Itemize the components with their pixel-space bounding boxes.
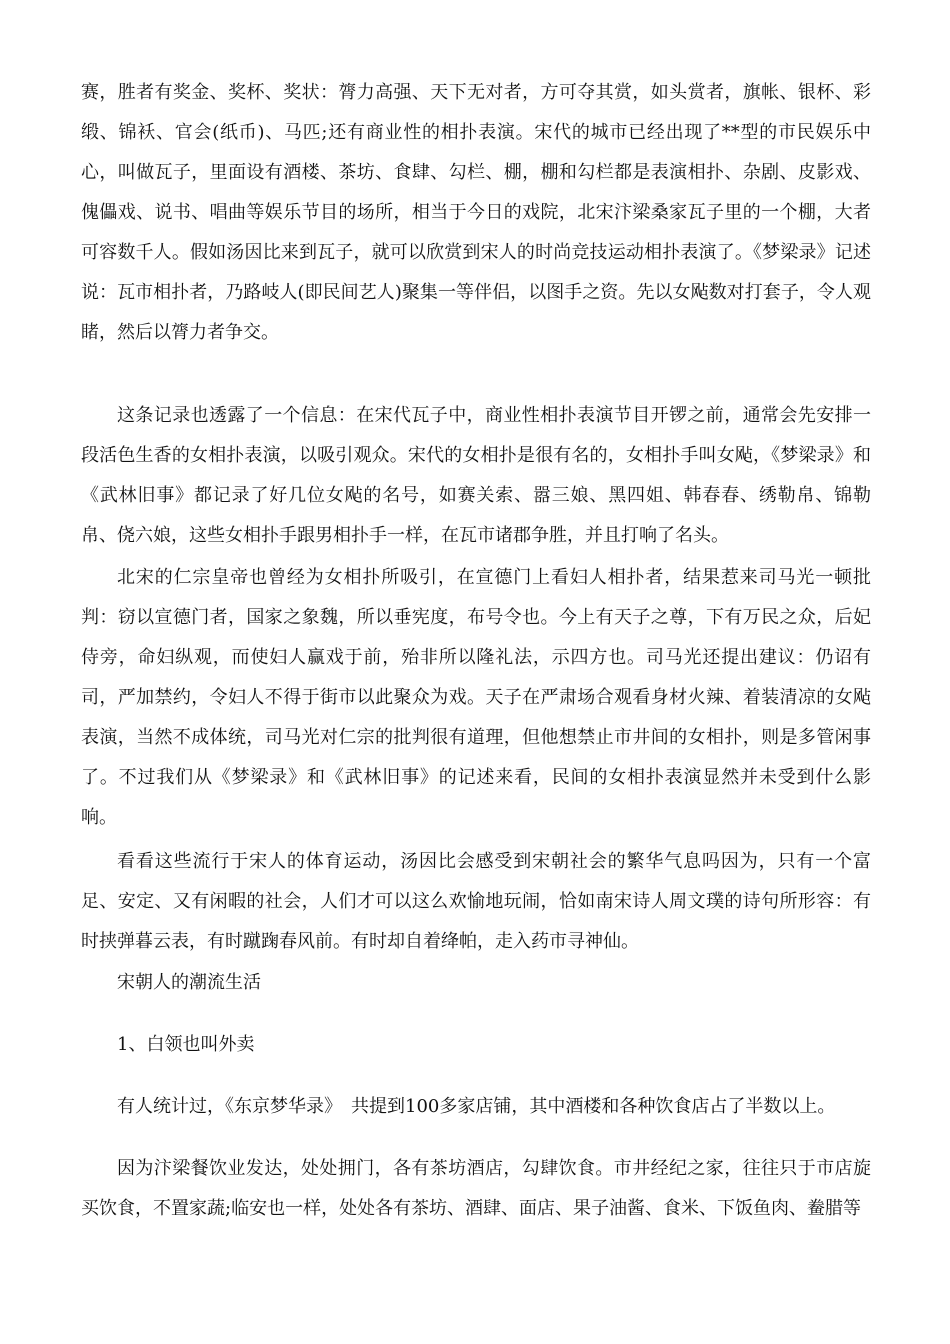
section-title: 宋朝人的潮流生活 [117, 972, 261, 993]
paragraph-6: 因为汴梁餐饮业发达，处处拥门，各有茶坊酒店，勾肆饮食。市井经纪之家，往往只于市店旋买饮食，不置家蔬;临安也一样，处处各有茶坊、酒肆、面店、果子油酱、食米、下饭鱼肉、鲞腊等 [81, 1158, 871, 1219]
paragraph-4: 看看这些流行于宋人的体育运动，汤因比会感受到宋朝社会的繁华气息吗因为，只有一个富足、安定、又有闲暇的社会，人们才可以这么欢愉地玩闹，恰如南宋诗人周文璞的诗句所形容：有时挟弹暮云表，有时蹴踘春风前。有时却自着绛帕，走入药市寻神仙。 [81, 851, 871, 952]
paragraph-1: 赛，胜者有奖金、奖杯、奖状：膂力高强、天下无对者，方可夺其赏，如头赏者，旗帐、银杯、彩缎、锦袄、官会(纸币)、马匹;还有商业性的相扑表演。宋代的城市已经出现了**型的市民娱乐中心，叫做瓦子，里面设有酒楼、茶坊、食肆、勾栏、棚，棚和勾栏都是表演相扑、杂剧、皮影戏、傀儡戏、说书、唱曲等娱乐节目的场所，相当于今日的戏院，北宋汴梁桑家瓦子里的一个棚，大者可容数千人。假如汤因比来到瓦子，就可以欣赏到宋人的时尚竞技运动相扑表演了。《梦梁录》记述说：瓦市相扑者，乃路岐人(即民间艺人)聚集一等伴侣，以图手之资。先以女飐数对打套子，令人观睹，然后以膂力者争交。 [81, 82, 871, 343]
list-item-1: 1、白领也叫外卖 [117, 1034, 255, 1055]
paragraph-3: 北宋的仁宗皇帝也曾经为女相扑所吸引，在宣德门上看妇人相扑者，结果惹来司马光一顿批判：窃以宣德门者，国家之象魏，所以垂宪度，布号令也。今上有天子之尊，下有万民之众，后妃侍旁，命妇纵观，而使妇人赢戏于前，殆非所以隆礼法，示四方也。司马光还提出建议：仍诏有司，严加禁约，令妇人不得于街市以此聚众为戏。天子在严肃场合观看身材火辣、着装清凉的女飐表演，当然不成体统，司马光对仁宗的批判很有道理，但他想禁止市井间的女相扑，则是多管闲事了。不过我们从《梦梁录》和《武林旧事》的记述来看，民间的女相扑表演显然并未受到什么影响。 [81, 567, 871, 828]
paragraph-5: 有人统计过，《东京梦华录》 共提到100多家店铺，其中酒楼和各种饮食店占了半数以上。 [117, 1096, 836, 1117]
paragraph-2: 这条记录也透露了一个信息：在宋代瓦子中，商业性相扑表演节目开锣之前，通常会先安排一段活色生香的女相扑表演，以吸引观众。宋代的女相扑是很有名的，女相扑手叫女飐，《梦梁录》和《武林旧事》都记录了好几位女飐的名号，如赛关索、嚣三娘、黑四姐、韩春春、绣勒帛、锦勒帛、侥六娘，这些女相扑手跟男相扑手一样，在瓦市诸郡争胜，并且打响了名头。 [81, 405, 871, 546]
